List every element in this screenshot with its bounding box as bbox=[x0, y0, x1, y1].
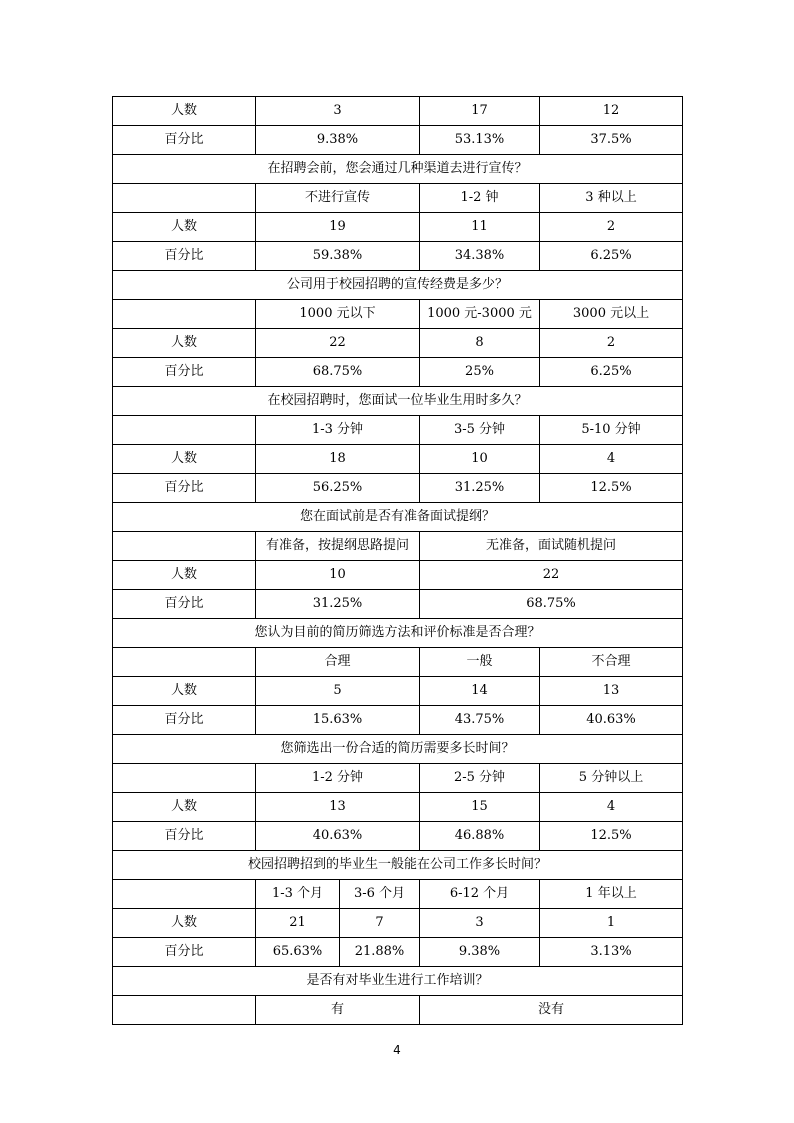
table-row bbox=[113, 764, 683, 793]
table-row bbox=[113, 677, 683, 706]
table-cell: 4 bbox=[540, 793, 683, 822]
table-row bbox=[113, 793, 683, 822]
table-cell: 37.5% bbox=[540, 126, 683, 155]
table-row bbox=[113, 503, 683, 532]
question-title: 公司用于校园招聘的宣传经费是多少？ bbox=[113, 271, 683, 300]
row-label-percent: 百分比 bbox=[113, 474, 256, 503]
question-title: 在招聘会前，您会通过几种渠道去进行宣传？ bbox=[113, 155, 683, 184]
row-label-count: 人数 bbox=[113, 793, 256, 822]
table-cell: 34.38% bbox=[420, 242, 540, 271]
row-label-percent: 百分比 bbox=[113, 706, 256, 735]
option-header: 3-6 个月 bbox=[340, 880, 420, 909]
table-cell: 9.38% bbox=[256, 126, 420, 155]
table-cell: 14 bbox=[420, 677, 540, 706]
table-row bbox=[113, 300, 683, 329]
table-row bbox=[113, 619, 683, 648]
option-header: 3000 元以上 bbox=[540, 300, 683, 329]
table-cell: 15 bbox=[420, 793, 540, 822]
table-row bbox=[113, 532, 683, 561]
table-row bbox=[113, 938, 683, 967]
table-cell: 21.88% bbox=[340, 938, 420, 967]
table-cell bbox=[113, 996, 256, 1025]
option-header: 1000 元以下 bbox=[256, 300, 420, 329]
table-cell: 68.75% bbox=[420, 590, 683, 619]
table-cell: 8 bbox=[420, 329, 540, 358]
table-row bbox=[113, 909, 683, 938]
table-cell: 25% bbox=[420, 358, 540, 387]
survey-results-table bbox=[112, 96, 683, 1025]
row-label-percent: 百分比 bbox=[113, 242, 256, 271]
table-cell: 46.88% bbox=[420, 822, 540, 851]
table-cell: 3 bbox=[256, 97, 420, 126]
option-header: 6-12 个月 bbox=[420, 880, 540, 909]
table-row bbox=[113, 213, 683, 242]
table-row bbox=[113, 329, 683, 358]
option-header: 一般 bbox=[420, 648, 540, 677]
question-title: 在校园招聘时，您面试一位毕业生用时多久？ bbox=[113, 387, 683, 416]
option-header: 1 年以上 bbox=[540, 880, 683, 909]
table-cell: 22 bbox=[256, 329, 420, 358]
table-cell bbox=[113, 532, 256, 561]
table-cell: 1 bbox=[540, 909, 683, 938]
table-cell bbox=[113, 764, 256, 793]
table-cell: 10 bbox=[256, 561, 420, 590]
table-cell: 12.5% bbox=[540, 474, 683, 503]
table-cell: 68.75% bbox=[256, 358, 420, 387]
row-label-percent: 百分比 bbox=[113, 590, 256, 619]
table-row bbox=[113, 271, 683, 300]
table-cell: 56.25% bbox=[256, 474, 420, 503]
table-cell: 3.13% bbox=[540, 938, 683, 967]
row-label-percent: 百分比 bbox=[113, 822, 256, 851]
row-label-count: 人数 bbox=[113, 677, 256, 706]
table-cell: 2 bbox=[540, 213, 683, 242]
table-row bbox=[113, 126, 683, 155]
question-title: 您在面试前是否有准备面试提纲？ bbox=[113, 503, 683, 532]
table-cell bbox=[113, 416, 256, 445]
question-title: 校园招聘招到的毕业生一般能在公司工作多长时间？ bbox=[113, 851, 683, 880]
table-cell: 18 bbox=[256, 445, 420, 474]
table-row bbox=[113, 561, 683, 590]
table-cell: 3 bbox=[420, 909, 540, 938]
table-cell: 6.25% bbox=[540, 358, 683, 387]
table-row bbox=[113, 184, 683, 213]
option-header: 合理 bbox=[256, 648, 420, 677]
question-title: 您筛选出一份合适的简历需要多长时间？ bbox=[113, 735, 683, 764]
option-header: 1-3 个月 bbox=[256, 880, 340, 909]
option-header: 有准备，按提纲思路提问 bbox=[256, 532, 420, 561]
table-row bbox=[113, 97, 683, 126]
table-row bbox=[113, 242, 683, 271]
table-cell: 2 bbox=[540, 329, 683, 358]
table-cell: 15.63% bbox=[256, 706, 420, 735]
table-row bbox=[113, 155, 683, 184]
table-cell: 19 bbox=[256, 213, 420, 242]
table-row bbox=[113, 590, 683, 619]
table-cell: 13 bbox=[540, 677, 683, 706]
table-cell: 10 bbox=[420, 445, 540, 474]
option-header: 3 种以上 bbox=[540, 184, 683, 213]
option-header: 1000 元-3000 元 bbox=[420, 300, 540, 329]
row-label-percent: 百分比 bbox=[113, 358, 256, 387]
table-row bbox=[113, 735, 683, 764]
option-header: 1-3 分钟 bbox=[256, 416, 420, 445]
table-row bbox=[113, 880, 683, 909]
table-row bbox=[113, 445, 683, 474]
table-cell: 40.63% bbox=[256, 822, 420, 851]
page-number: 4 bbox=[393, 1043, 401, 1057]
option-header: 5-10 分钟 bbox=[540, 416, 683, 445]
row-label-count: 人数 bbox=[113, 329, 256, 358]
table-cell: 4 bbox=[540, 445, 683, 474]
row-label-percent: 百分比 bbox=[113, 126, 256, 155]
option-header: 5 分钟以上 bbox=[540, 764, 683, 793]
table-cell: 5 bbox=[256, 677, 420, 706]
table-cell: 7 bbox=[340, 909, 420, 938]
table-cell bbox=[113, 880, 256, 909]
table-cell: 21 bbox=[256, 909, 340, 938]
table-row bbox=[113, 996, 683, 1025]
table-row bbox=[113, 648, 683, 677]
table-cell: 22 bbox=[420, 561, 683, 590]
row-label-count: 人数 bbox=[113, 213, 256, 242]
table-row bbox=[113, 358, 683, 387]
table-cell: 12.5% bbox=[540, 822, 683, 851]
table-row bbox=[113, 416, 683, 445]
table-cell: 31.25% bbox=[420, 474, 540, 503]
table-cell: 43.75% bbox=[420, 706, 540, 735]
table-row bbox=[113, 706, 683, 735]
table-cell: 65.63% bbox=[256, 938, 340, 967]
option-header: 无准备，面试随机提问 bbox=[420, 532, 683, 561]
table-cell: 59.38% bbox=[256, 242, 420, 271]
option-header: 3-5 分钟 bbox=[420, 416, 540, 445]
option-header: 1-2 分钟 bbox=[256, 764, 420, 793]
option-header: 不合理 bbox=[540, 648, 683, 677]
table-cell: 11 bbox=[420, 213, 540, 242]
option-header: 没有 bbox=[420, 996, 683, 1025]
table-row bbox=[113, 387, 683, 416]
table-cell: 31.25% bbox=[256, 590, 420, 619]
row-label-count: 人数 bbox=[113, 561, 256, 590]
table-row bbox=[113, 822, 683, 851]
row-label-count: 人数 bbox=[113, 445, 256, 474]
table-cell: 17 bbox=[420, 97, 540, 126]
table-cell: 13 bbox=[256, 793, 420, 822]
row-label-percent: 百分比 bbox=[113, 938, 256, 967]
question-title: 您认为目前的简历筛选方法和评价标准是否合理？ bbox=[113, 619, 683, 648]
question-title: 是否有对毕业生进行工作培训？ bbox=[113, 967, 683, 996]
table-row bbox=[113, 474, 683, 503]
table-cell: 53.13% bbox=[420, 126, 540, 155]
table-cell bbox=[113, 648, 256, 677]
table-row bbox=[113, 967, 683, 996]
table-cell: 9.38% bbox=[420, 938, 540, 967]
table-cell: 6.25% bbox=[540, 242, 683, 271]
table-cell bbox=[113, 300, 256, 329]
table-cell bbox=[113, 184, 256, 213]
table-cell: 40.63% bbox=[540, 706, 683, 735]
row-label-count: 人数 bbox=[113, 909, 256, 938]
row-label-count: 人数 bbox=[113, 97, 256, 126]
option-header: 不进行宣传 bbox=[256, 184, 420, 213]
option-header: 2-5 分钟 bbox=[420, 764, 540, 793]
table-cell: 12 bbox=[540, 97, 683, 126]
option-header: 1-2 钟 bbox=[420, 184, 540, 213]
table-row bbox=[113, 851, 683, 880]
option-header: 有 bbox=[256, 996, 420, 1025]
